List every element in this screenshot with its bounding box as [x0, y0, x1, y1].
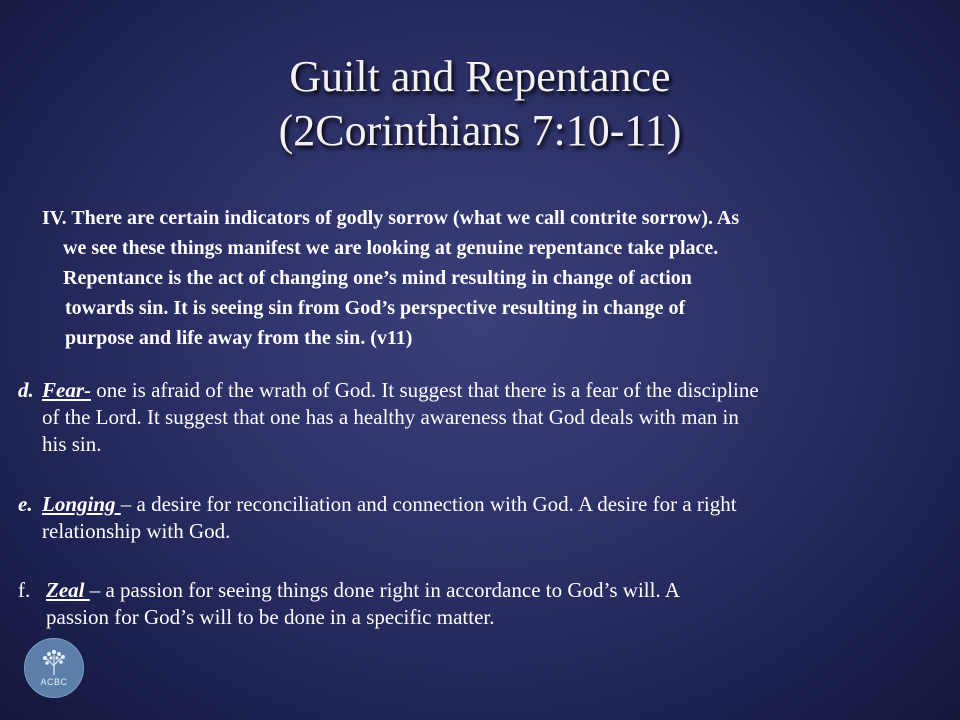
intro-line: IV. There are certain indicators of godly sorrow (what we call contrite sorrow). As: [42, 207, 740, 229]
point-text: one is afraid of the wrath of God. It suggest that there is a fear of the discipline: [91, 378, 759, 402]
point-text: – a desire for reconciliation and connection with God. A desire for a right: [120, 492, 737, 516]
tree-icon: [25, 639, 83, 697]
point-text: of the Lord. It suggest that one has a healthy awareness that God deals with man in: [42, 405, 739, 429]
intro-paragraph: [30, 203, 950, 353]
intro-line: we see these things manifest we are looking at genuine repentance take place.: [63, 237, 719, 259]
point-marker: d.: [18, 378, 34, 402]
point-text: relationship with God.: [42, 519, 231, 543]
point-text: his sin.: [42, 432, 102, 456]
point-zeal: [18, 577, 958, 631]
intro-line: Repentance is the act of changing one’s mind resulting in change of action: [63, 267, 692, 289]
point-row: [18, 577, 958, 604]
point-label: Zeal: [46, 578, 90, 602]
point-fear: [18, 377, 958, 458]
title-line-1: Guilt and Repentance: [289, 52, 671, 101]
point-row: [18, 491, 958, 518]
logo-text: ACBC: [40, 677, 68, 687]
point-text: – a passion for seeing things done right in accordance to God’s will. A: [89, 578, 680, 602]
intro-line: towards sin. It is seeing sin from God’s perspective resulting in change of: [65, 297, 686, 319]
point-marker: f.: [18, 578, 31, 602]
point-longing: [18, 491, 958, 545]
point-row: [18, 377, 958, 404]
point-label: Longing: [42, 492, 121, 516]
slide-title: [0, 50, 960, 158]
point-text: passion for God’s will to be done in a specific matter.: [46, 605, 495, 629]
point-marker: e.: [18, 492, 33, 516]
intro-line: purpose and life away from the sin. (v11): [65, 327, 413, 349]
point-label: Fear-: [42, 378, 91, 402]
acbc-logo: [24, 638, 84, 698]
title-line-2: (2Corinthians 7:10-11): [278, 106, 682, 155]
